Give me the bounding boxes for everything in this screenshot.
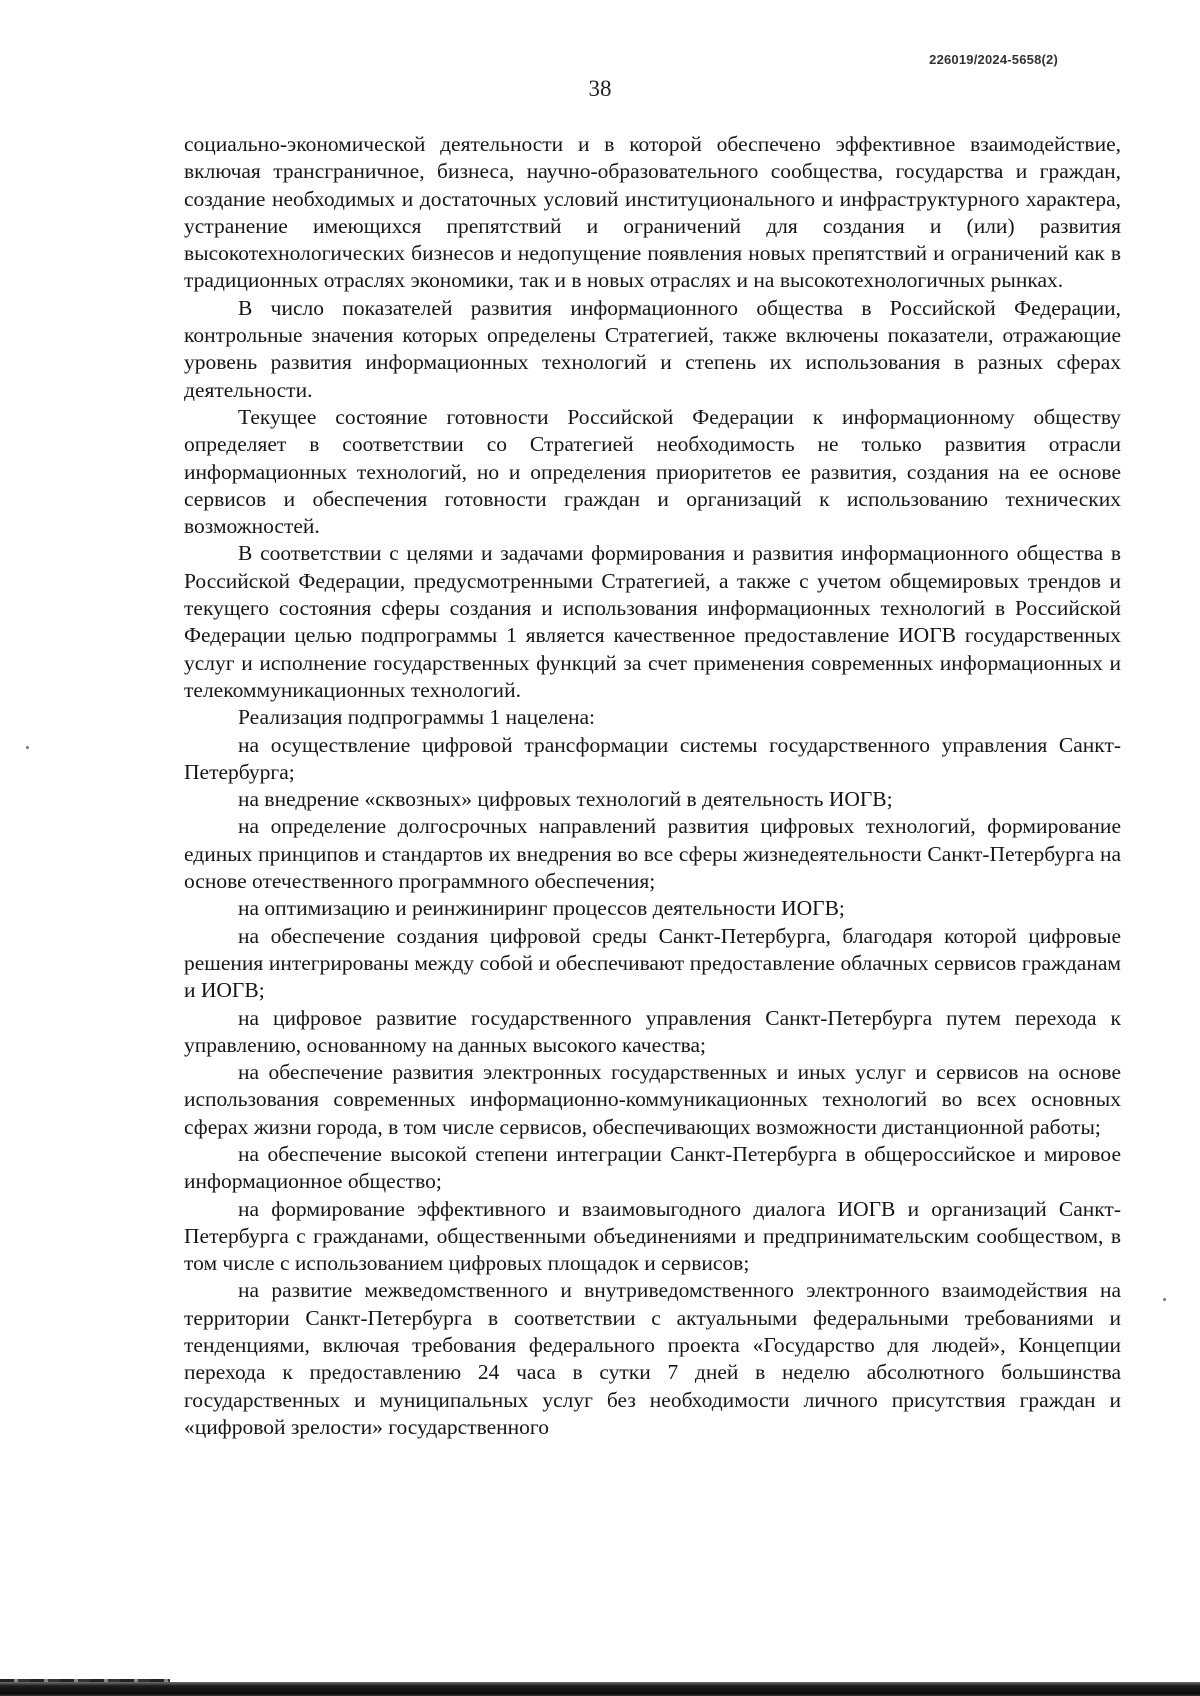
list-item: на оптимизацию и реинжиниринг процессов деятельности ИОГВ; [238,896,845,921]
list-item: на развитие межведомственного и внутриведомственного электронного взаимодействия на территории Санкт-Петербурга в соответствии с актуальными федеральными требованиями и тенденциями, включая требования федерального проекта «Государство для людей», Концепции перехода к предоставлению 24 часа в сутки 7 дней в неделю абсолютного большинства государственных и муниципальных услуг без необходимости личного присутствия граждан и «цифровой зрелости» государственного [184,1278,1121,1439]
page-number: 38 [588,76,612,101]
scan-bottom-bar [0,1682,1200,1696]
paragraph-indicators: В число показателей развития информационного общества в Российской Федерации, контрольные значения которых определены Стратегией, также включены показатели, отражающие уровень развития информационных технологий и степень их использования в разных сферах деятельности. [184,295,1121,402]
list-item: на обеспечение развития электронных государственных и иных услуг и сервисов на основе использования современных информационно-коммуникационных технологий во всех основных сферах жизни города, в том числе сервисов, обеспечивающих возможности дистанционной работы; [184,1060,1121,1139]
list-item: на обеспечение высокой степени интеграции Санкт-Петербурга в общероссийское и мировое информационное общество; [184,1141,1121,1194]
list-item: на осуществление цифровой трансформации системы государственного управления Санкт-Петербурга; [184,732,1121,784]
paragraph-continuation: социально-экономической деятельности и в которой обеспечено эффективное взаимодействие, включая трансграничное, бизнеса, научно-образовательного сообщества, государства и граждан, создание необходимых и достаточных условий институционального и инфраструктурного характера, устранение имеющихся препятствий и ограничений для создания и (или) развития высокотехнологических бизнесов и недопущение появления новых препятствий и ограничений как в традиционных отраслях экономики, так и в новых отраслях и на высокотехнологичных рынках. [184,132,1121,293]
paragraph-subprogram-goal: В соответствии с целями и задачами формирования и развития информационного общества в Российской Федерации, предусмотренными Стратегией, а также с учетом общемировых трендов и текущего состояния сферы создания и использования информационных технологий в Российской Федерации целью подпрограммы 1 является качественное предоставление ИОГВ государственных услуг и исполнение государственных функций за счет применения современных информационных и телекоммуникационных технологий. [184,541,1121,702]
paragraph-list-intro: Реализация подпрограммы 1 нацелена: [238,705,595,730]
paragraph-current-state: Текущее состояние готовности Российской Федерации к информационному обществу определяет в соответствии со Стратегией необходимость не только развития отрасли информационных технологий, но и определения приоритетов ее развития, создания на ее основе сервисов и обеспечения готовности граждан и организаций к использованию технических возможностей. [184,404,1121,539]
list-item: на цифровое развитие государственного управления Санкт-Петербурга путем перехода к управлению, основанному на данных высокого качества; [184,1005,1121,1057]
document-body [184,131,1121,1441]
document-registration-number: 226019/2024-5658(2) [929,52,1058,67]
list-item: на внедрение «сквозных» цифровых технологий в деятельность ИОГВ; [238,787,893,812]
list-item: на формирование эффективного и взаимовыгодного диалога ИОГВ и организаций Санкт-Петербурга с гражданами, общественными объединениями и предпринимательским сообществом, в том числе с использованием цифровых площадок и сервисов; [184,1196,1121,1276]
scan-speck [26,746,29,749]
list-item: на определение долгосрочных направлений развития цифровых технологий, формирование единых принципов и стандартов их внедрения во все сферы жизнедеятельности Санкт-Петербурга на основе отечественного программного обеспечения; [184,814,1121,894]
scan-speck [1163,1298,1166,1301]
list-item: на обеспечение создания цифровой среды Санкт-Петербурга, благодаря которой цифровые решения интегрированы между собой и обеспечивают предоставление облачных сервисов гражданам и ИОГВ; [184,923,1121,1003]
